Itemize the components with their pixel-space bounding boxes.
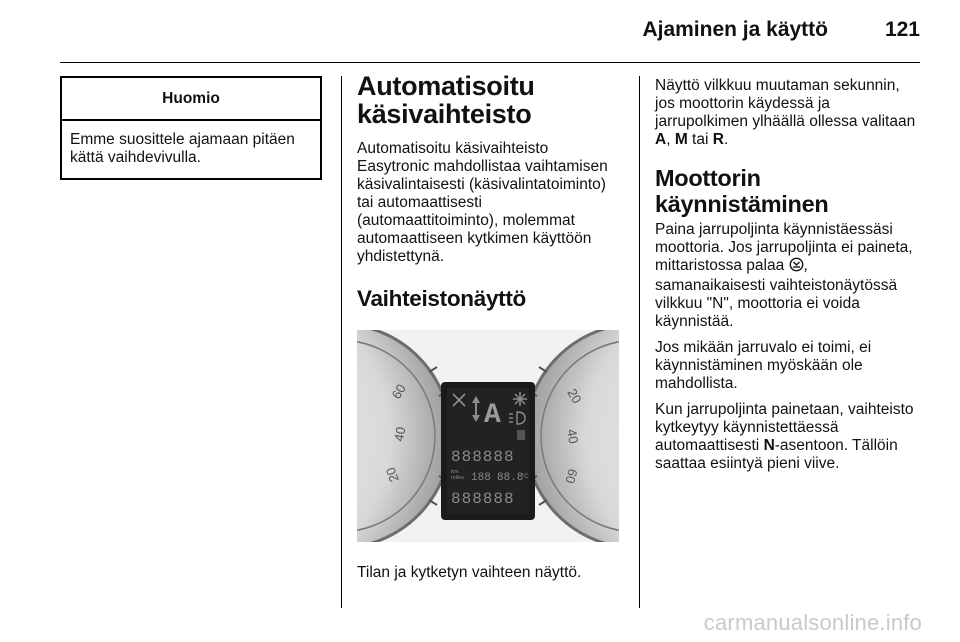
cluster-illustration bbox=[357, 330, 619, 542]
bold-mode-a: A bbox=[655, 131, 667, 148]
snowflake-icon bbox=[513, 392, 527, 406]
segment-display-row-2: 888888 bbox=[451, 490, 515, 508]
paragraph-text: Näyttö vilkkuu muutaman sekunnin, jos moottorin käydessä ja jarrupolkimen ylhäällä ollessa valitaan bbox=[655, 77, 916, 130]
column-1 bbox=[60, 76, 322, 180]
left-gauge-tick-2: 40 bbox=[391, 425, 409, 443]
column-2 bbox=[357, 72, 624, 582]
small-digits-right: 88.8 bbox=[497, 472, 524, 484]
paragraph-neutral-position bbox=[655, 401, 920, 473]
right-gauge-tick-1: 20 bbox=[564, 386, 585, 407]
paragraph-text-continued: , samanaikaisesti vaihteistonäytössä vilkkuu "N", moottoria ei voida käynnistää. bbox=[655, 257, 898, 330]
running-title: Ajaminen ja käyttö bbox=[642, 18, 828, 41]
subsection-title-gear-display: Vaihteistonäyttö bbox=[357, 286, 526, 311]
distance-label-km: km bbox=[451, 469, 459, 475]
bold-mode-r: R bbox=[712, 131, 724, 148]
small-digits-left: 188 bbox=[471, 472, 491, 484]
note-body: Emme suosittele ajamaan pitäen kättä vaihdevivulla. bbox=[70, 131, 295, 166]
paragraph-brake-lights: Jos mikään jarruvalo ei toimi, ei käynnistäminen myöskään ole mahdollista. bbox=[655, 339, 872, 392]
note-box bbox=[60, 76, 322, 180]
fuel-indicator-icon bbox=[517, 430, 525, 440]
segment-display-row-1: 888888 bbox=[451, 448, 515, 466]
paragraph-brake-pedal bbox=[655, 221, 920, 331]
gear-letter: A bbox=[484, 400, 501, 431]
bold-mode-m: M bbox=[674, 131, 688, 148]
bold-neutral-n: N bbox=[763, 437, 775, 454]
page-number: 121 bbox=[884, 18, 920, 41]
left-gauge-tick-3: 20 bbox=[382, 465, 402, 485]
paragraph-text: Paina jarrupoljinta käynnistäessäsi moottoria. Jos jarrupoljinta ei paineta, mittaristossa palaa bbox=[655, 221, 913, 274]
paragraph-text: Kun jarrupoljinta painetaan, vaihteisto kytkeytyy käynnistettäessä automaattisesti bbox=[655, 401, 914, 454]
paragraph-display-flashing bbox=[655, 77, 920, 149]
brake-pedal-warning-icon bbox=[789, 257, 804, 277]
column-divider-2 bbox=[639, 76, 640, 608]
column-3 bbox=[655, 77, 920, 473]
connector-text: tai bbox=[687, 131, 713, 148]
column-divider-1 bbox=[341, 76, 342, 608]
intro-paragraph: Automatisoitu käsivaihteisto Easytronic mahdollistaa vaihtamisen käsivalintaisesti (käsivalintatoiminto) tai automaattisesti (automaattitoiminto), molemmat automaattiseen kytkimen käyttöön yhdistettynä. bbox=[357, 140, 608, 265]
note-heading: Huomio bbox=[62, 78, 320, 121]
separator-text: , bbox=[666, 131, 675, 148]
distance-label-miles: miles bbox=[451, 475, 464, 481]
right-gauge-tick-2: 40 bbox=[564, 427, 582, 445]
watermark: carmanualsonline.info bbox=[703, 610, 922, 635]
center-display bbox=[441, 382, 535, 520]
section-title-automated-gearbox: Automatisoitu käsivaihteisto bbox=[357, 71, 535, 129]
section-title-starting-engine: Moottorin käynnistäminen bbox=[655, 165, 829, 217]
page-header bbox=[60, 0, 920, 63]
left-gauge-tick-1: 60 bbox=[388, 381, 409, 402]
figure-caption: Tilan ja kytketyn vaihteen näyttö. bbox=[357, 564, 582, 581]
temperature-unit: °C bbox=[522, 474, 529, 480]
sentence-end: . bbox=[723, 131, 729, 148]
paragraph-text-continued: -asentoon. Tällöin saattaa esiintyä pieni viive. bbox=[655, 437, 898, 472]
right-gauge-tick-3: 60 bbox=[562, 467, 581, 486]
instrument-cluster-figure bbox=[357, 330, 619, 542]
